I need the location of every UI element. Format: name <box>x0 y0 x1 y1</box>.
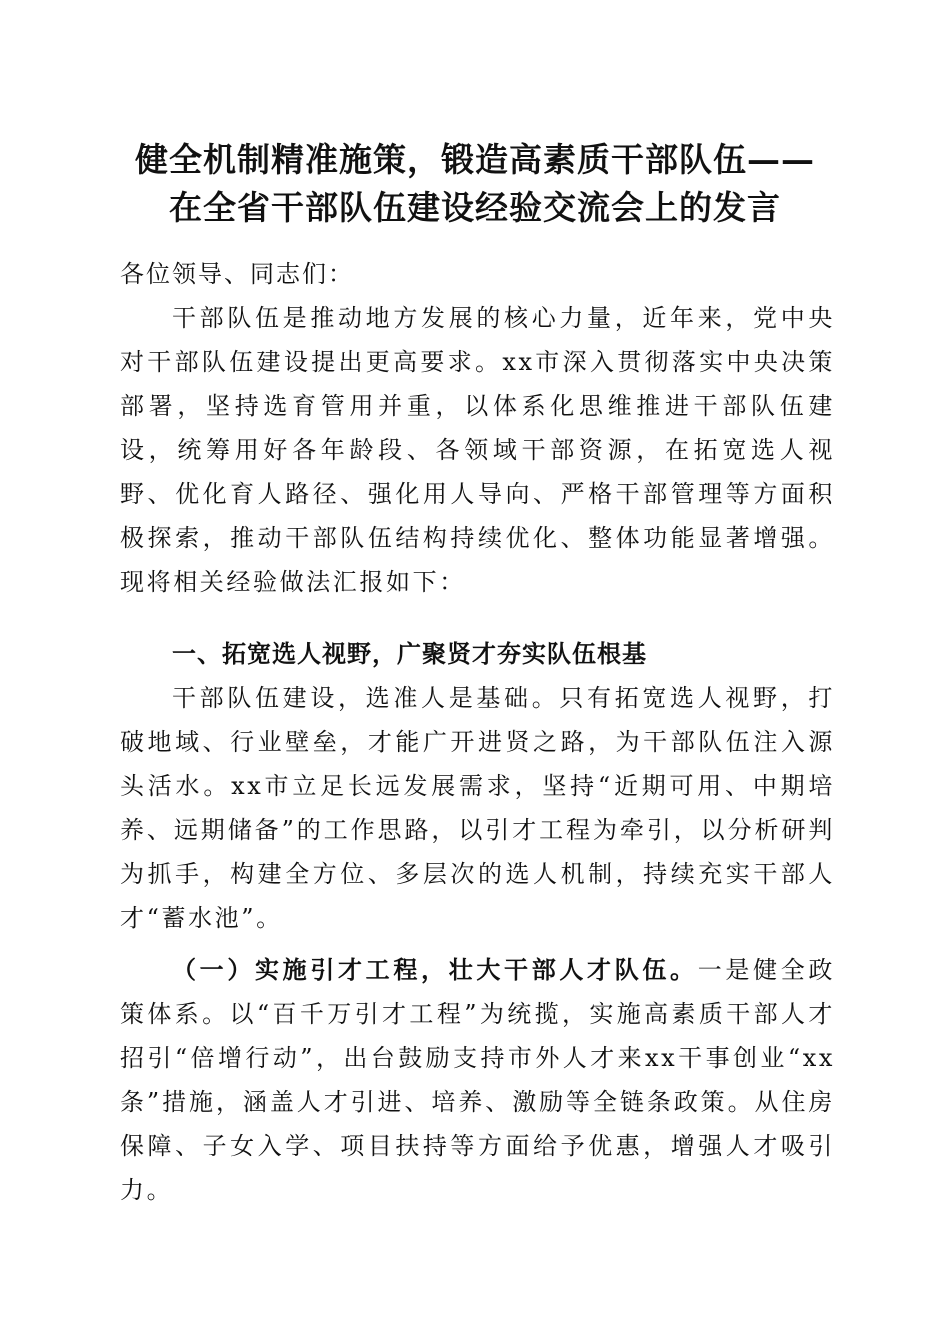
paragraph-subsection-1 <box>120 948 835 1212</box>
section-heading-1: 一、拓宽选人视野，广聚贤才夯实队伍根基 <box>172 640 647 668</box>
subsection-body: 一是健全政策体系。以“百千万引才工程”为统揽，实施高素质干部人才招引“倍增行动”，出台鼓励支持市外人才来xx干事创业“xx条”措施，涵盖人才引进、培养、激励等全链条政策。从住房保障、子女入学、项目扶持等方面给予优惠，增强人才吸引力。 <box>120 956 835 1204</box>
salutation: 各位领导、同志们： <box>120 260 354 288</box>
paragraph-intro: 干部队伍是推动地方发展的核心力量，近年来，党中央对干部队伍建设提出更高要求。xx市深入贯彻落实中央决策部署，坚持选育管用并重，以体系化思维推进干部队伍建设，统筹用好各年龄段、各领域干部资源，在拓宽选人视野、优化育人路径、强化用人导向、严格干部管理等方面积极探索，推动干部队伍结构持续优化、整体功能显著增强。现将相关经验做法汇报如下： <box>120 304 835 596</box>
document-title-line-2: 在全省干部队伍建设经验交流会上的发言 <box>169 188 781 227</box>
paragraph-section-1: 干部队伍建设，选准人是基础。只有拓宽选人视野，打破地域、行业壁垒，才能广开进贤之路，为干部队伍注入源头活水。xx市立足长远发展需求，坚持“近期可用、中期培养、远期储备”的工作思路，以引才工程为牵引，以分析研判为抓手，构建全方位、多层次的选人机制，持续充实干部人才“蓄水池”。 <box>120 684 835 932</box>
subsection-heading: （一）实施引才工程，壮大干部人才队伍。 <box>172 955 698 984</box>
document-title-line-1: 健全机制精准施策，锻造高素质干部队伍—— <box>135 140 815 179</box>
